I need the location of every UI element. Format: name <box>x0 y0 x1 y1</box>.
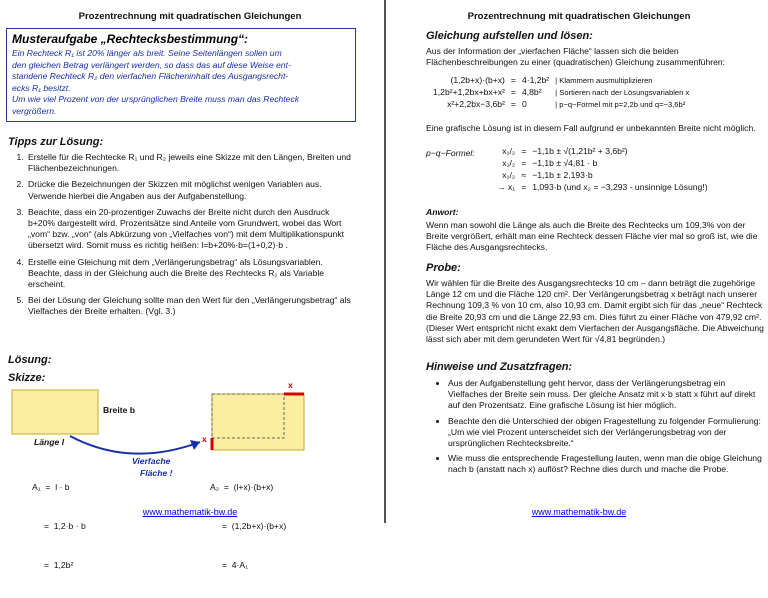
arrow-label-2: Fläche ! <box>140 468 173 478</box>
eq-note: | Sortieren nach der Lösungsvariablen x <box>555 87 690 97</box>
pq-table <box>494 145 711 193</box>
pq-row <box>494 145 711 157</box>
pq-row <box>494 157 711 169</box>
tip-item: 2. Drücke die Bezeichnungen der Skizzen mit möglichst wenigen Variablen aus. Verwende hierbei die Angaben aus der Aufgabenstellung. <box>26 179 356 201</box>
footer-link[interactable]: www.mathematik-bw.de <box>142 507 238 517</box>
eq-note: | p−q−Formel mit p=2,2b und q=−3,6b² <box>555 99 686 109</box>
equation-row <box>430 74 692 86</box>
x-label-top: x <box>288 380 293 390</box>
left-page <box>0 0 380 570</box>
a1-line: = 1,2·b · b <box>32 521 86 531</box>
task-heading: Musteraufgabe „Rechtecksbestimmung“: <box>12 32 249 46</box>
pq-lhs: x₁/₂ <box>502 158 516 168</box>
area-a2 <box>210 455 286 598</box>
a2-line: A₂ = (l+x)·(b+x) <box>210 482 274 492</box>
eq-op: = <box>510 87 516 97</box>
eq-op: = <box>510 75 516 85</box>
pq-rhs: −1,1b ± √(1,21b² + 3,6b²) <box>532 146 628 156</box>
tips-list <box>6 152 356 323</box>
hint-item: • Wie muss die entsprechende Fragestellung lauten, wenn man die obige Gleichung nach b (anstatt nach x) auflöst? Rechne dies durch und mache die Probe. <box>448 453 764 475</box>
hint-item: • Aus der Aufgabenstellung geht hervor, dass der Verlängerungsbetrag ein Vielfaches der Breite sein muss. Der gleiche Ansatz mit x·b statt x führt auf direkt auf den Prozentsatz. Eine grafische Lösung ist hier möglich. <box>448 378 764 412</box>
page-divider <box>380 0 390 523</box>
answer-text: Wenn man sowohl die Länge als auch die Breite des Rechtecks um 109,3% von der Breite vergrößert, erhält man eine Rechteck dessen Fläche vier mal so groß ist, wie die Fläche des Ausgangsrechtecks. <box>426 220 758 253</box>
pq-label: p−q−Formel: <box>426 148 475 158</box>
probe-text: Wir wählen für die Breite des Ausgangsrechtecks 10 cm – dann beträgt die zugehörige Länge 12 cm und die Fläche 120 cm². Der Verlängerungsbetrag x beträgt nach unserer Rechnung 109,3 % von 10 cm, also 10,93 cm. Damit ergibt sich für das „neue“ Rechteck die Breite 20,93 cm und die Länge 22,93 cm. Dies führt zu einer Fläche von 479,92 cm². (Dieser Wert entspricht nicht exakt dem Vierfachen der Ausgangsfläche. Die Abweichung lässt sich aber mit dem gerundeten Wert für √4,81 begründen.) <box>426 278 764 345</box>
eq-rhs: 4·1,2b² <box>521 75 550 85</box>
equation-intro: Aus der Information der „vierfachen Fläche“ lassen sich die beiden Flächenbeschreibungen zu einer (quadratischen) Gleichung zusammenführen: <box>426 46 726 68</box>
eq-lhs: 1,2b²+1,2bx+bx+x² <box>433 87 505 97</box>
graphic-note: Eine grafische Lösung ist in diesem Fall aufgrund er unbekannten Breite nicht möglich. <box>426 123 756 133</box>
rectangle-r2 <box>212 394 304 450</box>
sketch-drawing <box>0 380 380 460</box>
hint-item: • Beachte den die Unterschied der obigen Fragestellung zu folgender Formulierung: „Um wie viel Prozent unterscheidet sich der Verlängerungsbetrag von der ursprünglichen Rechtecksbreite.“ <box>448 416 764 450</box>
probe-heading: Probe: <box>426 262 461 274</box>
pq-lhs: → x₁ <box>497 182 516 192</box>
hints-heading: Hinweise und Zusatzfragen: <box>426 361 573 373</box>
width-label: Breite b <box>103 405 135 415</box>
page-title: Prozentrechnung mit quadratischen Gleichungen <box>467 11 691 22</box>
task-line: Um wie viel Prozent von der ursprünglichen Breite muss man das Rechteck <box>12 94 300 105</box>
a2-line: = 4·A₁ <box>210 560 249 570</box>
eq-lhs: (1,2b+x)·(b+x) <box>450 75 505 85</box>
eq-rhs: 4,8b² <box>521 87 542 97</box>
a1-line: = 1,2b² <box>32 560 74 570</box>
task-line: den gleichen Betrag verlängert werden, so dass das auf diese Weise ent- <box>12 59 291 70</box>
x-label-left: x <box>202 434 207 444</box>
arrow-curve <box>70 436 200 454</box>
solution-heading: Lösung: <box>8 354 52 366</box>
tips-heading: Tipps zur Lösung: <box>8 136 104 148</box>
tip-item: 1. Erstelle für die Rechtecke R₁ und R₂ jeweils eine Skizze mit den Längen, Breiten und Flächenbezeichnungen. <box>26 152 356 174</box>
hints-list <box>426 378 764 480</box>
pq-op: ≈ <box>521 170 526 180</box>
equation-row <box>430 86 692 98</box>
a2-line: = (1,2b+x)·(b+x) <box>210 521 287 531</box>
eq-rhs: 0 <box>521 99 527 109</box>
pq-lhs: x₁/₂ <box>502 146 516 156</box>
pq-op: = <box>521 146 527 156</box>
sketch-heading: Skizze: <box>8 372 46 384</box>
a1-line: A₁ = l · b <box>32 482 70 492</box>
eq-op: = <box>510 99 516 109</box>
tip-item: 5. Bei der Lösung der Gleichung sollte man den Wert für den „Verlängerungsbetrag“ als Vielfaches der Breite erhalten. (Vgl. 3.) <box>26 295 356 317</box>
rectangle-r1 <box>12 390 98 434</box>
pq-lhs: x₁/₂ <box>502 170 516 180</box>
pq-rhs: −1,1b ± √4,81 · b <box>532 158 598 168</box>
equation-heading: Gleichung aufstellen und lösen: <box>426 30 593 42</box>
length-label: Länge l <box>34 437 65 447</box>
task-text <box>12 48 350 118</box>
area-a1 <box>32 455 86 598</box>
pq-row <box>494 181 711 193</box>
task-line: ecks R₁ besitzt. <box>12 82 71 93</box>
pq-op: = <box>521 158 527 168</box>
pq-rhs: −1,1b ± 2,193·b <box>532 170 593 180</box>
task-box <box>6 28 356 122</box>
answer-heading: Anwort: <box>426 207 459 217</box>
eq-note: | Klammern ausmultiplizieren <box>555 75 653 85</box>
equation-table <box>430 74 692 110</box>
pq-op: = <box>521 182 527 192</box>
pq-rhs: 1,093·b (und x₂ = −3,293 - unsinnige Lösung!) <box>532 182 708 192</box>
arrow-label-1: Vierfache <box>132 456 171 466</box>
task-line: vergrößern. <box>12 105 57 116</box>
footer-link[interactable]: www.mathematik-bw.de <box>531 507 627 517</box>
task-line: Ein Rechteck R₁ ist 20% länger als breit. Seine Seitenlängen sollen um <box>12 48 282 58</box>
right-page <box>390 0 768 523</box>
eq-lhs: x²+2,2bx−3,6b² <box>447 99 505 109</box>
task-line: standene Rechteck R₂ den vierfachen Flächeninhalt des Ausgangsrecht- <box>12 71 289 82</box>
pq-row <box>494 169 711 181</box>
equation-row <box>430 98 692 110</box>
tip-item: 3. Beachte, dass ein 20-prozentiger Zuwachs der Breite nicht durch den Ausdruck b+20% dargestellt wird. Prozentsätze sind Anteile vom Grundwert, wobei das Wort „vom“ bzw. „von“ (als Abkürzung von „Vielfaches von“) mit dem Multiplikationspunkt übersetzt wird. Somit muss es richtig heißen: l=b+20%·b=(1+0,2)·b . <box>26 207 356 252</box>
page-title: Prozentrechnung mit quadratischen Gleichungen <box>78 11 302 22</box>
tip-item: 4. Erstelle eine Gleichung mit dem „Verlängerungsbetrag“ als Lösungsvariablen. Beachte, dass in der Gleichung auch die Breite des Rechtecks R₁ als Variable erscheint. <box>26 257 356 291</box>
